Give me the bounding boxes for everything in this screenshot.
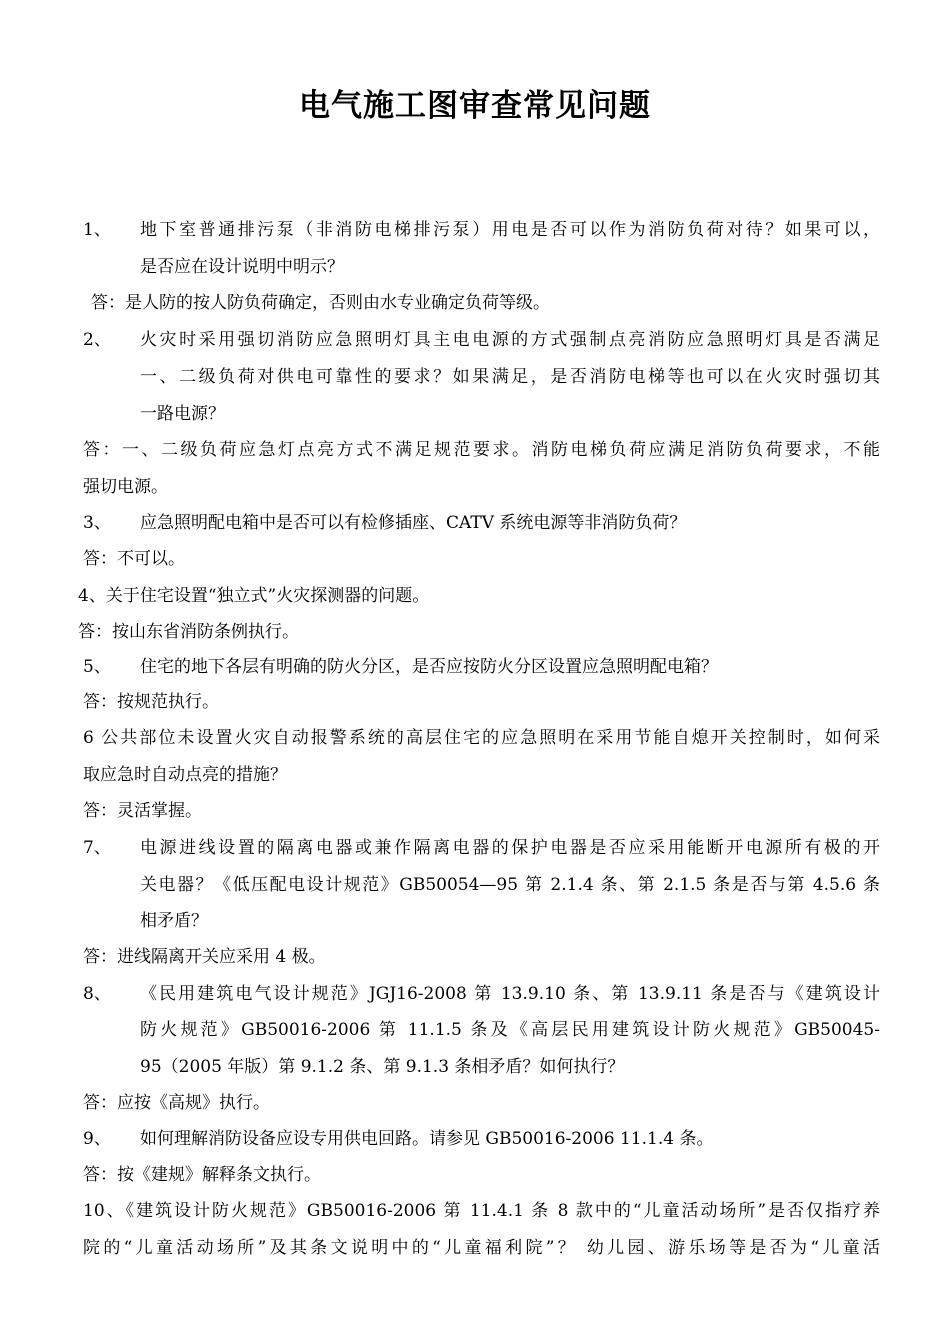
answer-text: 强切电源。 bbox=[83, 477, 168, 497]
question-number: 5、 bbox=[83, 657, 111, 677]
answer-text: 答：一、二级负荷应急灯点亮方式不满足规范要求。消防电梯负荷应满足消防负荷要求，不能 bbox=[83, 440, 880, 460]
question-text: 院的“儿童活动场所”及其条文说明中的“儿童福利院”？ 幼儿园、游乐场等是否为“儿童活 bbox=[83, 1238, 880, 1258]
question-text: 4、关于住宅设置“独立式”火灾探测器的问题。 bbox=[78, 586, 430, 606]
question-text: 关电器？《低压配电设计规范》GB50054—95 第 2.1.4 条、第 2.1.5 条是否与第 4.5.6 条 bbox=[140, 875, 880, 895]
answer-text: 答：应按《高规》执行。 bbox=[83, 1093, 270, 1113]
answer-text: 答：灵活掌握。 bbox=[83, 801, 202, 821]
question-number: 3、 bbox=[83, 513, 111, 533]
question-text: 取应急时自动点亮的措施？ bbox=[83, 765, 287, 785]
question-text: 电源进线设置的隔离电器或兼作隔离电器的保护电器是否应采用能断开电源所有极的开 bbox=[140, 838, 880, 858]
answer-text: 答：是人防的按人防负荷确定，否则由水专业确定负荷等级。 bbox=[91, 293, 550, 313]
answer-text: 答：不可以。 bbox=[83, 549, 185, 569]
question-text: 95（2005 年版）第 9.1.2 条、第 9.1.3 条相矛盾？如何执行？ bbox=[140, 1057, 625, 1077]
answer-text: 答：按规范执行。 bbox=[83, 692, 219, 712]
question-text: 一路电源？ bbox=[140, 404, 225, 424]
answer-text: 答：按山东省消防条例执行。 bbox=[78, 622, 299, 642]
question-text: 地下室普通排污泵（非消防电梯排污泵）用电是否可以作为消防负荷对待？如果可以， bbox=[140, 220, 880, 240]
question-number: 9、 bbox=[83, 1129, 111, 1149]
question-text: 应急照明配电箱中是否可以有检修插座、CATV 系统电源等非消防负荷？ bbox=[140, 513, 687, 533]
question-text: 相矛盾？ bbox=[140, 911, 208, 931]
question-text: 《民用建筑电气设计规范》JGJ16-2008 第 13.9.10 条、第 13.9.11 条是否与《建筑设计 bbox=[140, 984, 880, 1004]
question-text: 如何理解消防设备应设专用供电回路。请参见 GB50016-2006 11.1.4 条。 bbox=[140, 1129, 714, 1149]
question-text: 10、《建筑设计防火规范》GB50016-2006 第 11.4.1 条 8 款中的“儿童活动场所”是否仅指疗养 bbox=[83, 1201, 880, 1221]
question-number: 1、 bbox=[83, 220, 111, 240]
question-text: 防火规范》GB50016-2006 第 11.1.5 条及《高层民用建筑设计防火规范》GB50045- bbox=[140, 1020, 880, 1040]
question-text: 6 公共部位未设置火灾自动报警系统的高层住宅的应急照明在采用节能自熄开关控制时，如何采 bbox=[83, 728, 880, 748]
answer-text: 答：进线隔离开关应采用 4 极。 bbox=[83, 947, 326, 967]
question-text: 一、二级负荷对供电可靠性的要求？如果满足，是否消防电梯等也可以在火灾时强切其 bbox=[140, 367, 880, 387]
question-number: 8、 bbox=[83, 984, 111, 1004]
answer-text: 答：按《建规》解释条文执行。 bbox=[83, 1165, 321, 1185]
question-text: 是否应在设计说明中明示？ bbox=[140, 257, 344, 277]
question-text: 住宅的地下各层有明确的防火分区，是否应按防火分区设置应急照明配电箱？ bbox=[140, 657, 718, 677]
question-text: 火灾时采用强切消防应急照明灯具主电电源的方式强制点亮消防应急照明灯具是否满足 bbox=[140, 330, 880, 350]
question-number: 7、 bbox=[83, 838, 111, 858]
question-number: 2、 bbox=[83, 330, 111, 350]
page-title: 电气施工图审查常见问题 bbox=[299, 88, 651, 124]
